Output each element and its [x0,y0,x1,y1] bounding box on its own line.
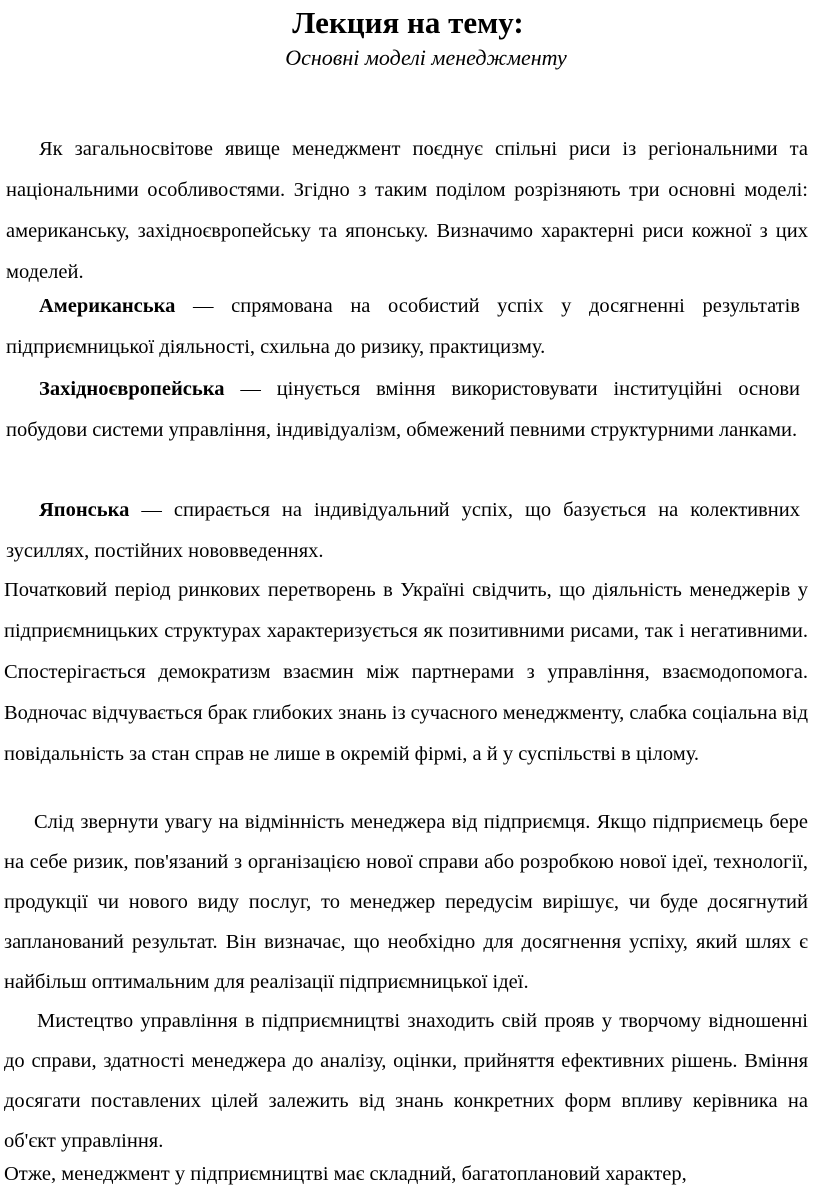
model-western-european-text: — цінується вміння використовувати інституційні основи побудови системи управління, індивідуалізм, обмежений певними структурними ланками. [6,378,800,441]
model-american-name: Американська [39,295,176,317]
model-american-text: — спрямована на особистий успіх у досягненні результатів підприємницької діяльності, схильна до ризику, практицизму. [6,295,800,358]
manager-vs-entrepreneur-paragraph: Слід звернути увагу на відмінність менеджера від підприємця. Якщо підприємець бере на себе ризик, пов'язаний з організацією нової справи або розробкою нової ідеї, технології, продукції чи нового виду послуг, то менеджер передусім вирішує, чи буде досягнутий запланований результат. Він визначає, що необхідно для досягнення успіху, який шлях є найбільш оптимальним для реалізації підприємницької ідеї. [4,811,808,993]
intro-paragraph: Як загальносвітове явище менеджмент поєднує спільні риси із регіональними та національними особливостями. Згідно з таким поділом розрізняють три основні моделі: американську, західноєвропейську та японську. Визначимо характерні риси кожної з цих моделей. [6,138,808,283]
model-western-european-paragraph [6,369,800,451]
model-western-european-name: Західноєвропейська [39,378,225,400]
lecture-title: Лекция на тему: [292,5,524,40]
lecture-subtitle: Основні моделі менеджменту [285,45,567,70]
art-of-management-paragraph: Мистецтво управління в підприємництві знаходить свій прояв у творчому відношенні до справи, здатності менеджера до аналізу, оцінки, прийняття ефективних рішень. Вміння досягати поставлених цілей залежить від знань конкретних форм впливу керівника на об'єкт управління. [4,1010,808,1152]
conclusion-paragraph: Отже, менеджмент у підприємництві має складний, багатоплановий характер, [4,1163,687,1185]
model-american-paragraph [6,286,800,368]
model-japanese-paragraph [6,490,800,572]
model-japanese-name: Японська [39,499,130,521]
ukraine-paragraph: Початковий період ринкових перетворень в Україні свідчить, що діяльність менеджерів у підприємницьких структурах характеризується як позитивними рисами, так і негативними. Спостерігається демократизм взаємин між партнерами з управління, взаємодопомога. Водночас відчувається брак глибоких знань із сучасного менеджменту, слабка соціальна від повідальність за стан справ не лише в окремій фірмі, а й у суспільстві в цілому. [4,579,808,765]
model-japanese-text: — спирається на індивідуальний успіх, що базується на колективних зусиллях, постійних нововведеннях. [6,499,800,562]
